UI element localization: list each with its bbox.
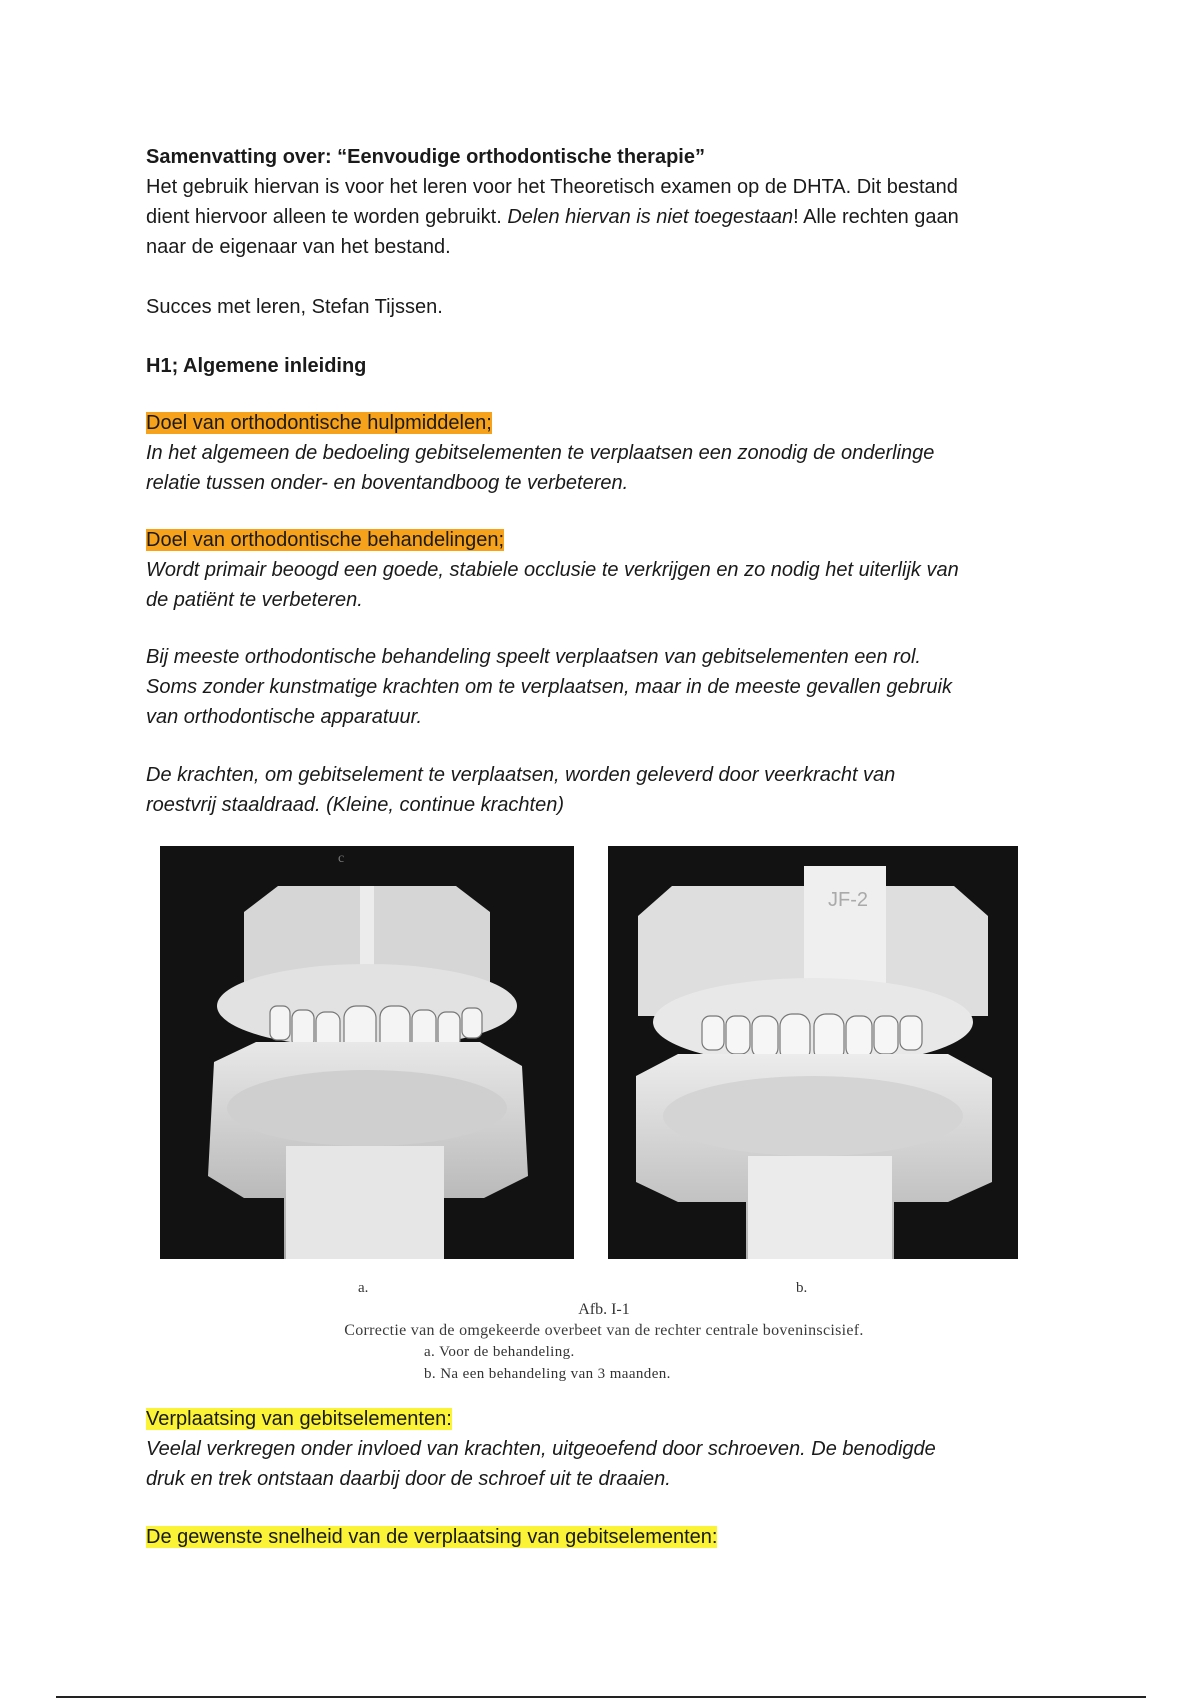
figure-caption-item: a. Voor de behandeling. [424, 1344, 575, 1360]
photo-marking: c [338, 851, 345, 866]
subfigure-label-a: a. [358, 1280, 369, 1296]
paragraph-verplaatsen [146, 642, 1066, 732]
paragraph-line: Bij meeste orthodontische behandeling speelt verplaatsen van gebitselementen een rol. [146, 646, 921, 668]
signoff: Succes met leren, Stefan Tijssen. [146, 296, 443, 318]
figure-description: Correctie van de omgekeerde overbeet van de rechter centrale boveninscisief. [344, 1322, 864, 1339]
intro-line: naar de eigenaar van het bestand. [146, 236, 451, 258]
intro-block [146, 142, 1066, 262]
sharing-warning: Delen hiervan is niet toegestaan [507, 206, 794, 228]
figure-dental-casts [146, 826, 1062, 1404]
page-bottom-rule [56, 1696, 1146, 1698]
subfigure-label-b: b. [796, 1280, 808, 1296]
dental-cast-illustration [160, 846, 574, 1259]
section-heading: De gewenste snelheid van de verplaatsing van gebitselementen: [146, 1526, 718, 1548]
figure-title: Afb. I-1 [578, 1301, 630, 1318]
paragraph-line: Soms zonder kunstmatige krachten om te verplaatsen, maar in de meeste gevallen gebruik [146, 676, 952, 698]
section-snelheid [146, 1522, 1066, 1552]
section-line: de patiënt te verbeteren. [146, 589, 363, 611]
paragraph-krachten [146, 760, 1066, 820]
section-heading: Doel van orthodontische behandelingen; [146, 529, 505, 551]
intro-line-end: ! Alle rechten gaan [793, 206, 959, 228]
section-verplaatsing [146, 1404, 1066, 1494]
photo-before-treatment [160, 846, 574, 1259]
paragraph-line: roestvrij staaldraad. (Kleine, continue krachten) [146, 794, 564, 816]
section-behandelingen [146, 525, 1066, 615]
section-heading: Verplaatsing van gebitselementen: [146, 1408, 452, 1430]
section-line: Veelal verkregen onder invloed van krachten, uitgeoefend door schroeven. De benodigde [146, 1438, 936, 1460]
intro-line [146, 202, 1066, 232]
photo-marking: JF-2 [828, 889, 868, 911]
chapter-heading: H1; Algemene inleiding [146, 355, 367, 377]
paragraph-line: van orthodontische apparatuur. [146, 706, 423, 728]
photo-after-treatment [608, 846, 1018, 1259]
section-hulpmiddelen [146, 408, 1066, 498]
section-line: Wordt primair beoogd een goede, stabiele occlusie te verkrijgen en zo nodig het uiterlijk van [146, 559, 959, 581]
section-heading: Doel van orthodontische hulpmiddelen; [146, 412, 492, 434]
paragraph-line: De krachten, om gebitselement te verplaatsen, worden geleverd door veerkracht van [146, 764, 896, 786]
section-line: druk en trek ontstaan daarbij door de schroef uit te draaien. [146, 1468, 671, 1490]
intro-line-start: dient hiervoor alleen te worden gebruikt. [146, 206, 508, 228]
document-title: Samenvatting over: “Eenvoudige orthodontische therapie” [146, 146, 705, 168]
intro-line: Het gebruik hiervan is voor het leren voor het Theoretisch examen op de DHTA. Dit bestand [146, 176, 958, 198]
dental-cast-illustration [608, 846, 1018, 1259]
figure-caption-item: b. Na een behandeling van 3 maanden. [424, 1366, 671, 1382]
section-line: relatie tussen onder- en boventandboog te verbeteren. [146, 472, 629, 494]
section-line: In het algemeen de bedoeling gebitselementen te verplaatsen een zonodig de onderlinge [146, 442, 935, 464]
